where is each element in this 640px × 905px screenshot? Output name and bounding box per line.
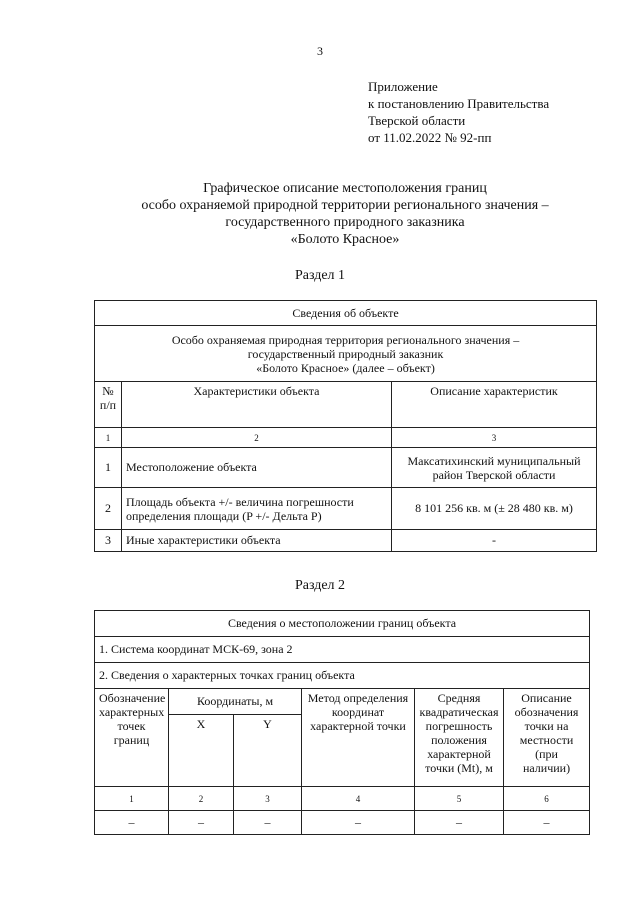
page-number: 3 — [317, 44, 323, 58]
header-line: обозначения — [514, 705, 579, 719]
object-info-table — [94, 300, 597, 552]
appendix-line: Приложение — [368, 79, 438, 94]
object-name-line: «Болото Красное» (далее – объект) — [256, 360, 435, 375]
data-cell: – — [415, 811, 504, 835]
row-num: 3 — [95, 530, 122, 552]
index-cell: 1 — [95, 787, 169, 811]
title-line: особо охраняемой природной территории регионального значения – — [141, 198, 549, 213]
header-description — [504, 689, 590, 787]
coord-system-row: 1. Система координат МСК-69, зона 2 — [95, 637, 590, 663]
header-line: Средняя — [437, 691, 481, 705]
header-method — [302, 689, 415, 787]
header-x: X — [169, 715, 234, 787]
col-header-desc: Описание характеристик — [392, 382, 597, 428]
header-line: характерной точки — [310, 719, 406, 733]
data-cell: – — [504, 811, 590, 835]
header-line: границ — [113, 733, 150, 747]
row-char-line: Площадь объекта +/- величина погрешности — [126, 494, 354, 509]
col-header-num-line: № — [102, 384, 114, 398]
index-cell: 2 — [169, 787, 234, 811]
header-line: местности — [519, 733, 574, 747]
table-title: Сведения об объекте — [95, 301, 597, 326]
data-cell: – — [95, 811, 169, 835]
col-header-char: Характеристики объекта — [122, 382, 392, 428]
header-line: погрешность — [425, 719, 493, 733]
table-title: Сведения о местоположении границ объекта — [95, 611, 590, 637]
header-line: характерной — [427, 747, 491, 761]
appendix-line: к постановлению Правительства — [368, 96, 550, 111]
header-y: Y — [234, 715, 302, 787]
section2-heading: Раздел 2 — [294, 578, 346, 593]
points-title-row: 2. Сведения о характерных точках границ объекта — [95, 663, 590, 689]
index-cell: 3 — [234, 787, 302, 811]
header-line: квадратическая — [419, 705, 499, 719]
row-char: Иные характеристики объекта — [122, 530, 392, 552]
header-line: координат — [331, 705, 385, 719]
col-header-num-line: п/п — [99, 398, 117, 412]
appendix-block — [368, 78, 549, 146]
index-cell: 2 — [122, 428, 392, 448]
data-cell: – — [169, 811, 234, 835]
col-header-num — [95, 382, 122, 428]
header-line: Описание — [521, 691, 572, 705]
index-cell: 3 — [392, 428, 597, 448]
index-cell: 4 — [302, 787, 415, 811]
header-line: положения — [431, 733, 487, 747]
header-line: точек — [117, 719, 146, 733]
boundary-points-table — [94, 610, 590, 835]
header-designation — [95, 689, 169, 787]
data-cell: – — [302, 811, 415, 835]
header-line: характерных — [99, 705, 165, 719]
row-desc-line: район Тверской области — [432, 467, 556, 482]
row-num: 2 — [95, 488, 122, 530]
appendix-line: от 11.02.2022 № 92-пп — [368, 130, 492, 145]
title-line: Графическое описание местоположения границ — [203, 181, 487, 196]
header-line: Обозначение — [99, 691, 166, 705]
object-name-cell — [95, 326, 597, 382]
row-desc — [392, 448, 597, 488]
header-line: точки (Mt), м — [425, 761, 493, 775]
section1-heading: Раздел 1 — [294, 268, 346, 283]
header-line: наличии) — [522, 761, 571, 775]
title-line: государственного природного заказника — [225, 215, 465, 230]
row-char — [122, 488, 392, 530]
appendix-line: Тверской области — [368, 113, 466, 128]
row-char-line: определения площади (P +/- Дельта P) — [126, 508, 322, 523]
row-desc: 8 101 256 кв. м (± 28 480 кв. м) — [392, 488, 597, 530]
index-cell: 6 — [504, 787, 590, 811]
document-title — [60, 180, 630, 248]
header-line: (при — [535, 747, 558, 761]
header-coords: Координаты, м — [169, 689, 302, 715]
data-cell: – — [234, 811, 302, 835]
title-line: «Болото Красное» — [290, 232, 400, 247]
row-desc: - — [392, 530, 597, 552]
row-desc-line: Максатихинский муниципальный — [407, 453, 581, 468]
header-line: Метод определения — [307, 691, 409, 705]
object-name-line: государственный природный заказник — [247, 346, 444, 361]
index-cell: 1 — [95, 428, 122, 448]
row-num: 1 — [95, 448, 122, 488]
header-error — [415, 689, 504, 787]
object-name-line: Особо охраняемая природная территория регионального значения – — [171, 332, 520, 347]
row-char: Местоположение объекта — [122, 448, 392, 488]
index-cell: 5 — [415, 787, 504, 811]
header-line: точки на — [524, 719, 569, 733]
